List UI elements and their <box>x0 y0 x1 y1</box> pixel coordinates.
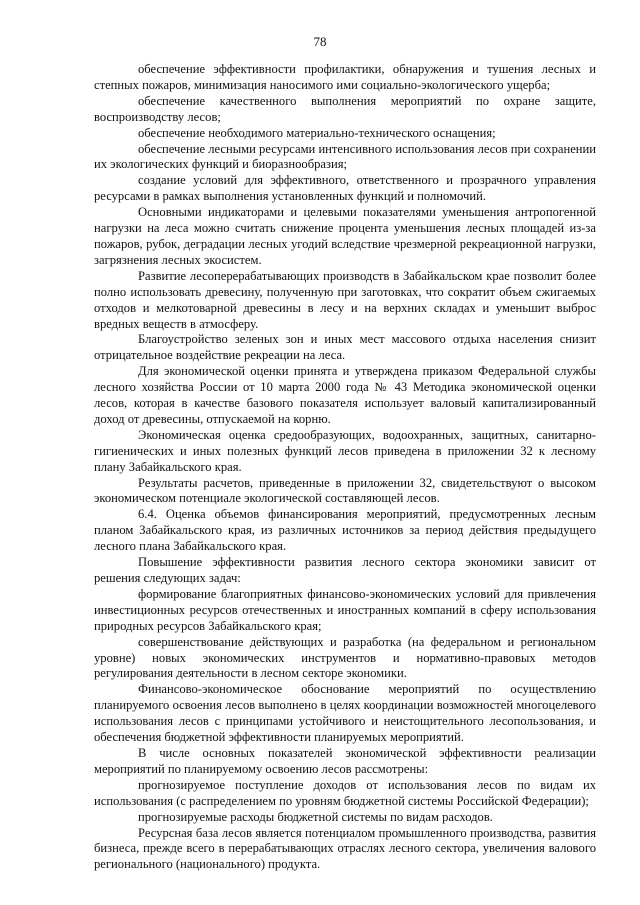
paragraph: Благоустройство зеленых зон и иных мест массового отдыха населения снизит отрицательное воздействие рекреации на леса. <box>94 332 596 363</box>
paragraph: Экономическая оценка средообразующих, водоохранных, защитных, санитарно-гигиенических и иных полезных функций лесов приведена в приложении 32 к лесному плану Забайкальского края. <box>94 427 596 474</box>
paragraph: Для экономической оценки принята и утверждена приказом Федеральной службы лесного хозяйства России от 10 марта 2000 года № 43 Методика экономической оценки лесов, которая в качестве базового показателя использует валовый капитализированный доход от древесины, отпускаемой на корню. <box>94 364 596 426</box>
paragraph: прогнозируемое поступление доходов от использования лесов по видам их использования (с распределением по уровням бюджетной системы Российской Федерации); <box>94 777 596 808</box>
paragraph: Развитие лесоперерабатывающих производств в Забайкальском крае позволит более полно использовать древесину, полученную при заготовках, что сократит объем сжигаемых отходов и мелкотоварной древесины в лесу и на верхних складах и уменьшит выброс вредных веществ в атмосферу. <box>94 268 596 331</box>
paragraph: 6.4. Оценка объемов финансирования мероприятий, предусмотренных лесным планом Забайкальского края, из различных источников за период действия предыдущего лесного плана Забайкальского края. <box>94 507 596 554</box>
paragraph: обеспечение эффективности профилактики, обнаружения и тушения лесных и степных пожаров, минимизация наносимого ими социально-экологического ущерба; <box>94 62 596 92</box>
paragraph: Основными индикаторами и целевыми показателями уменьшения антропогенной нагрузки на леса можно считать снижение процента уменьшения лесных площадей из-за пожаров, рубок, деградации лесных угодий вследствие чрезмерной рекреационной нагрузки, загрязнения лесных экосистем. <box>94 205 596 267</box>
paragraph: прогнозируемые расходы бюджетной системы по видам расходов. <box>138 809 493 824</box>
paragraph: обеспечение необходимого материально-технического оснащения; <box>138 125 496 140</box>
paragraph: Ресурсная база лесов является потенциалом промышленного производства, развития бизнеса, прежде всего в перерабатывающих отраслях лесного сектора, увеличения валового регионального (национального) продукта. <box>94 825 596 872</box>
paragraph: обеспечение лесными ресурсами интенсивного использования лесов при сохранении их экологических функций и биоразнообразия; <box>94 141 596 172</box>
paragraph: Результаты расчетов, приведенные в приложении 32, свидетельствуют о высоком экономическом потенциале экологической составляющей лесов. <box>94 475 596 506</box>
paragraph: создание условий для эффективного, ответственного и прозрачного управления ресурсами в рамках выполнения установленных функций и полномочий. <box>94 173 596 204</box>
page-number: 78 <box>313 34 327 49</box>
document-body <box>94 62 596 873</box>
paragraph: Повышение эффективности развития лесного сектора экономики зависит от решения следующих задач: <box>94 555 596 585</box>
paragraph: формирование благоприятных финансово-экономических условий для привлечения инвестиционных ресурсов отечественных и иностранных компаний в сферу использования природных ресурсов Забайкальского края; <box>94 586 596 633</box>
paragraph: Финансово-экономическое обоснование мероприятий по осуществлению планируемого освоения лесов выполнено в целях координации возможностей многоцелевого использования лесов с принципами устойчивого и неистощительного лесопользования, и обеспечения бюджетной эффективности планируемых мероприятий. <box>94 682 596 745</box>
paragraph: обеспечение качественного выполнения мероприятий по охране защите, воспроизводству лесов; <box>94 93 596 124</box>
paragraph: совершенствование действующих и разработка (на федеральном и региональном уровне) новых экономических инструментов и нормативно-правовых методов регулирования деятельности в лесном секторе экономики. <box>94 634 596 681</box>
paragraph: В числе основных показателей экономической эффективности реализации мероприятий по планируемому освоению лесов рассмотрены: <box>94 745 596 776</box>
